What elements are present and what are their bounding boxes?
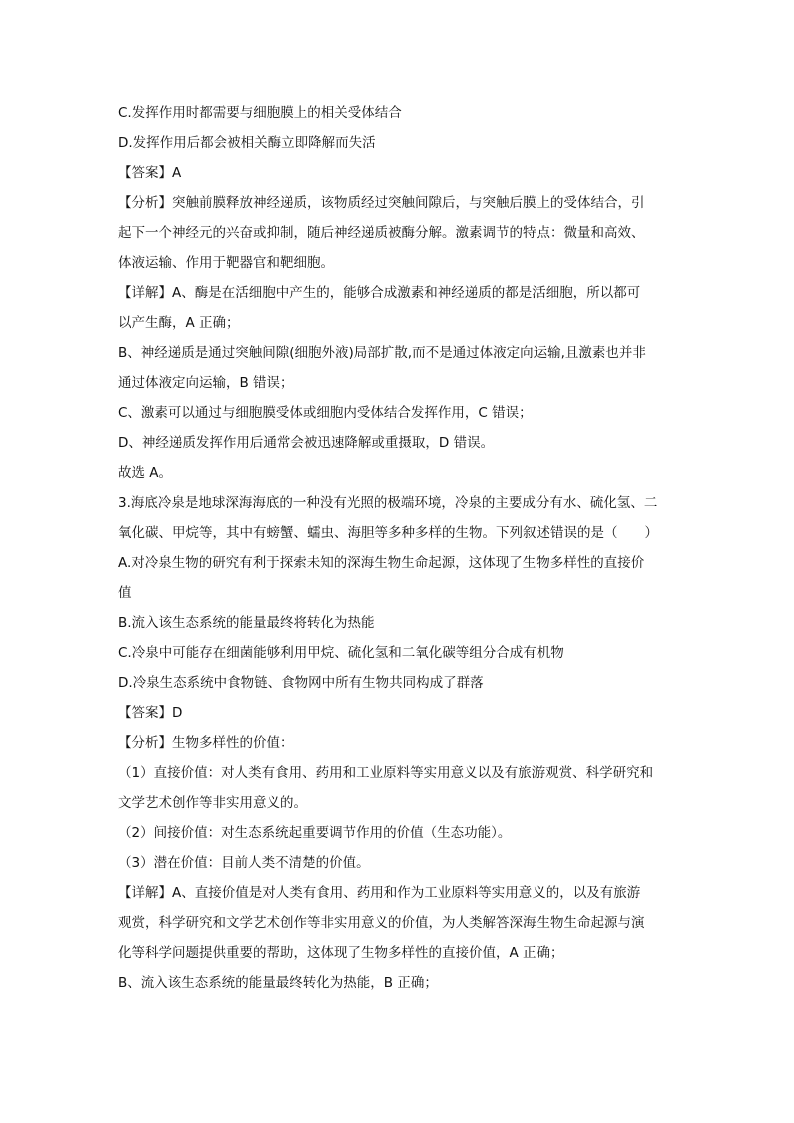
q3-option-c: C.冷泉中可能存在细菌能够利用甲烷、硫化氢和二氧化碳等组分合成有机物 [118, 645, 564, 661]
q3-option-a-line-1: A.对冷泉生物的研究有利于探索未知的深海生物生命起源，这体现了生物多样性的直接价 [118, 555, 645, 571]
q3-analysis-2: （2）间接价值：对生态系统起重要调节作用的价值（生态功能）。 [118, 825, 512, 841]
analysis-line-1: 【分析】突触前膜释放神经递质，该物质经过突触间隙后，与突触后膜上的受体结合，引 [118, 195, 645, 211]
detail-line-6: D、神经递质发挥作用后通常会被迅速降解或重摄取，D 错误。 [118, 435, 495, 451]
detail-line-1: 【详解】A、酶是在活细胞中产生的，能够合成激素和神经递质的都是活细胞，所以都可 [118, 285, 641, 301]
analysis-line-3: 体液运输、作用于靶器官和靶细胞。 [118, 255, 334, 271]
answer: 【答案】A [118, 165, 182, 181]
detail-line-3: B、神经递质是通过突触间隙(细胞外液)局部扩散,而不是通过体液定向运输,且激素也并非 [118, 345, 646, 361]
q3-analysis-1b: 文学艺术创作等非实用意义的。 [118, 795, 307, 811]
q3-detail-line-3: 化等科学问题提供重要的帮助，这体现了生物多样性的直接价值，A 正确； [118, 945, 564, 961]
detail-line-2: 以产生酶，A 正确； [118, 315, 240, 331]
detail-line-4: 通过体液定向运输，B 错误； [118, 375, 294, 391]
q3-detail-line-1: 【详解】A、直接价值是对人类有食用、药用和作为工业原料等实用意义的，以及有旅游 [118, 885, 641, 901]
analysis-line-2: 起下一个神经元的兴奋或抑制，随后神经递质被酶分解。激素调节的特点：微量和高效、 [118, 225, 645, 241]
q3-analysis-title: 【分析】生物多样性的价值： [118, 735, 294, 751]
q3-detail-line-4: B、流入该生态系统的能量最终转化为热能，B 正确； [118, 975, 438, 991]
q3-analysis-3: （3）潜在价值：目前人类不清楚的价值。 [118, 855, 370, 871]
q3-option-d: D.冷泉生态系统中食物链、食物网中所有生物共同构成了群落 [118, 675, 484, 691]
q3-analysis-1a: （1）直接价值：对人类有食用、药用和工业原料等实用意义以及有旅游观赏、科学研究和 [118, 765, 654, 781]
q3-option-a-line-2: 值 [118, 585, 132, 601]
q3-detail-line-2: 观赏，科学研究和文学艺术创作等非实用意义的价值，为人类解答深海生物生命起源与演 [118, 915, 645, 931]
question-3-line-1: 3.海底冷泉是地球深海海底的一种没有光照的极端环境，冷泉的主要成分有水、硫化氢、二 [118, 495, 658, 511]
document-body [118, 98, 678, 998]
q3-answer: 【答案】D [118, 705, 183, 721]
detail-line-5: C、激素可以通过与细胞膜受体或细胞内受体结合发挥作用，C 错误； [118, 405, 533, 421]
option-d: D.发挥作用后都会被相关酶立即降解而失活 [118, 135, 376, 151]
option-c: C.发挥作用时都需要与细胞膜上的相关受体结合 [118, 105, 402, 121]
question-3-line-2: 氧化碳、甲烷等，其中有螃蟹、蠕虫、海胆等多种多样的生物。下列叙述错误的是（ ） [118, 525, 658, 541]
conclusion: 故选 A。 [118, 465, 173, 481]
q3-option-b: B.流入该生态系统的能量最终将转化为热能 [118, 615, 375, 631]
